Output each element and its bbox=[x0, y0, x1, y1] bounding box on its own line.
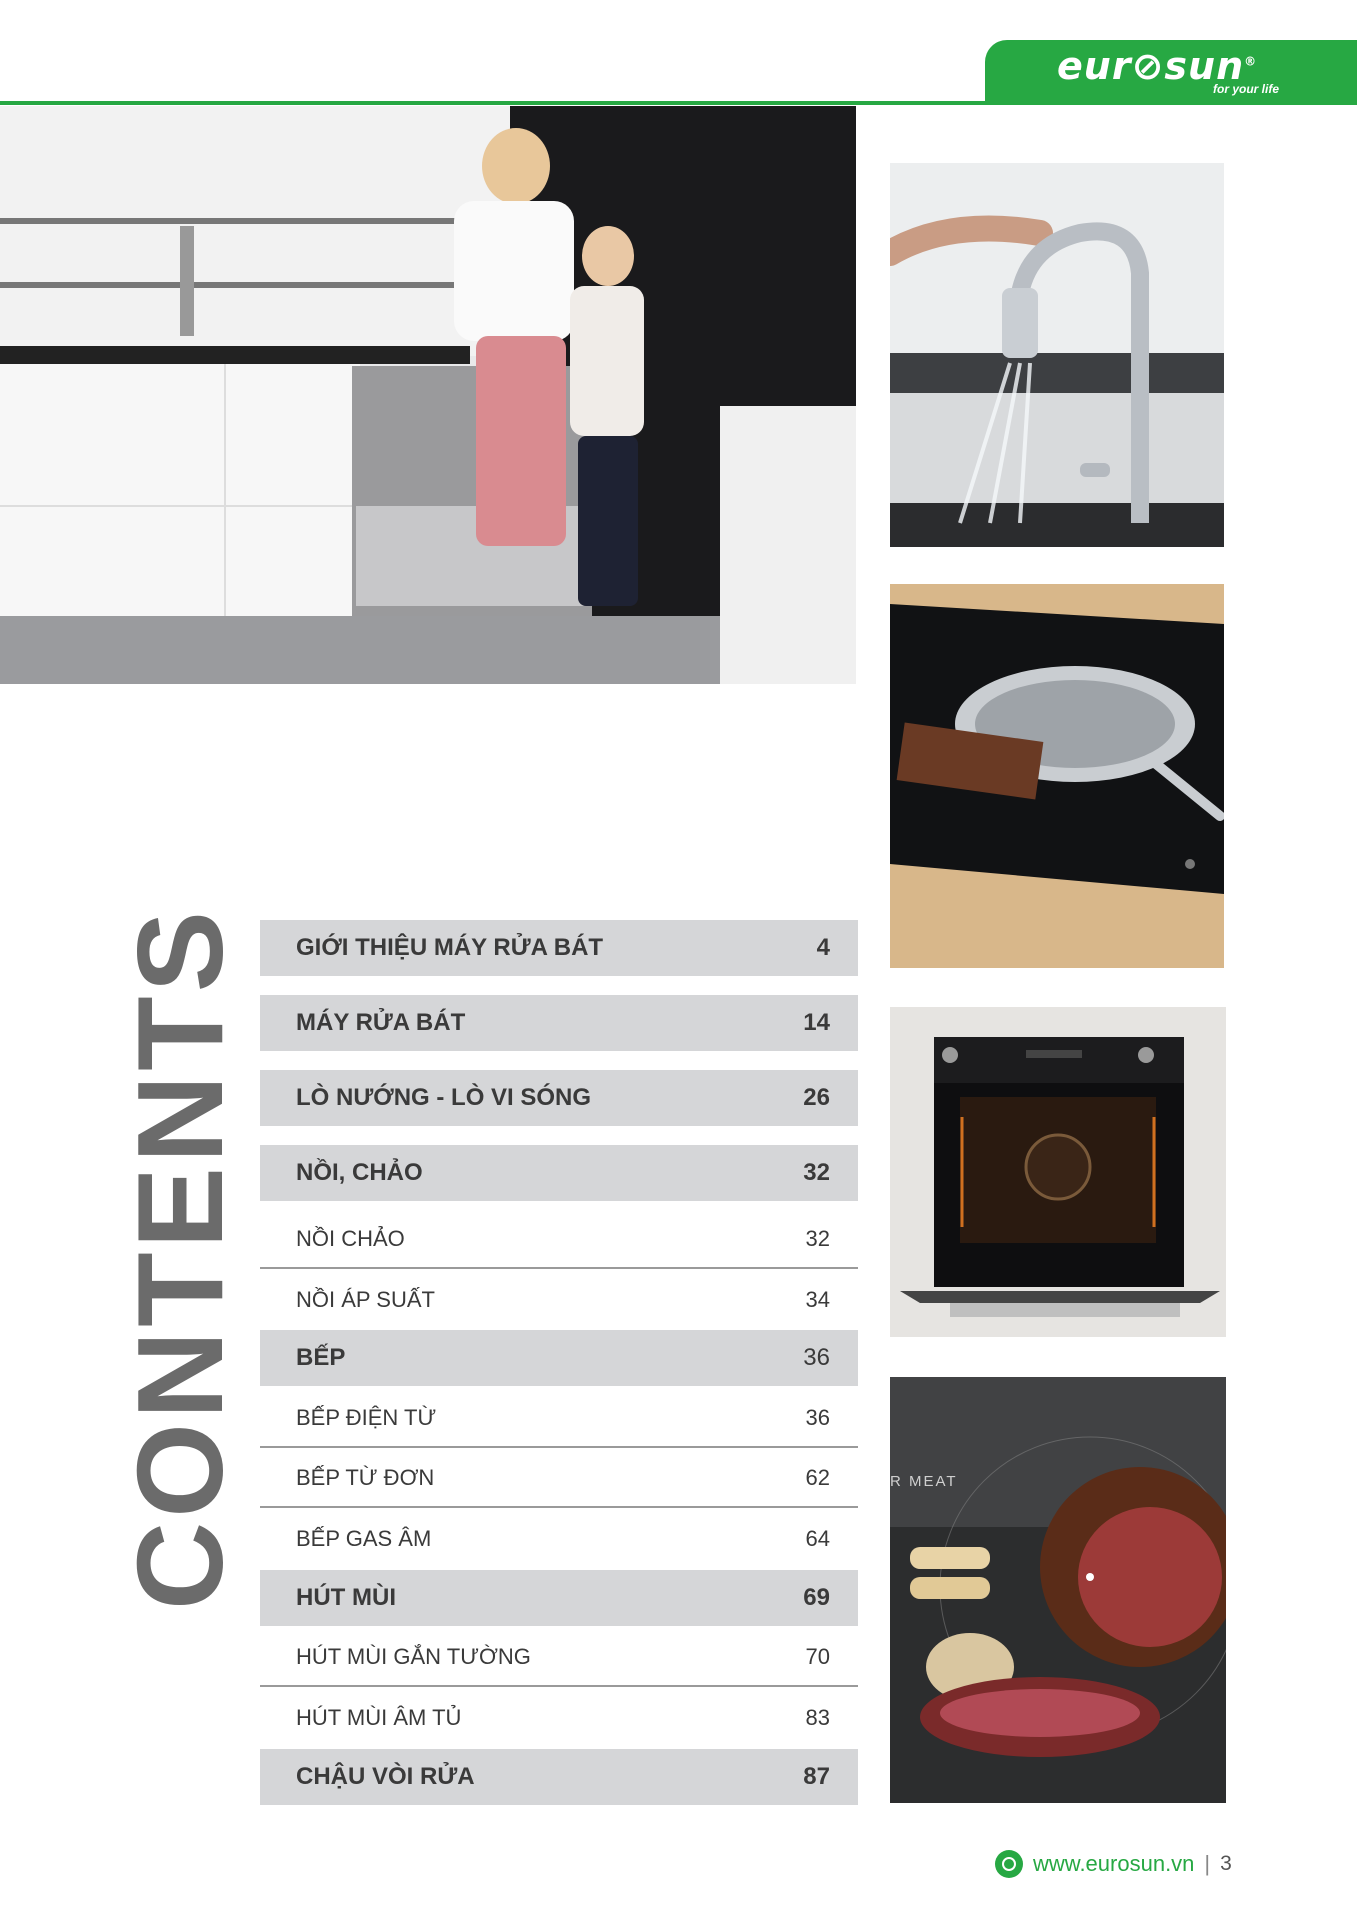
toc-item-lo-nuong[interactable] bbox=[260, 1070, 858, 1126]
toc-page: 69 bbox=[803, 1584, 830, 1611]
toc-page: 32 bbox=[805, 1226, 830, 1251]
toc-page: 4 bbox=[816, 934, 830, 961]
toc-item-gioi-thieu[interactable] bbox=[260, 920, 858, 976]
toc-label: BẾP TỪ ĐƠN bbox=[296, 1465, 435, 1490]
toc-page: 83 bbox=[805, 1705, 830, 1730]
toc-label: HÚT MÙI bbox=[296, 1584, 396, 1611]
toc-page: 64 bbox=[805, 1526, 830, 1551]
toc-item-hut-mui[interactable] bbox=[260, 1570, 858, 1626]
toc-item-chau-voi-rua[interactable] bbox=[260, 1749, 858, 1805]
toc-item-noi-chao[interactable] bbox=[260, 1145, 858, 1201]
toc-subitem-bep-gas-am[interactable] bbox=[260, 1510, 858, 1568]
toc-subitem-hut-mui-gan-tuong[interactable] bbox=[260, 1629, 858, 1687]
toc-subitem-bep-tu-don[interactable] bbox=[260, 1450, 858, 1508]
toc-label: HÚT MÙI GẮN TƯỜNG bbox=[296, 1644, 531, 1669]
toc-page: 62 bbox=[805, 1465, 830, 1490]
toc-page: 36 bbox=[805, 1405, 830, 1430]
kitchen-dishwasher-photo bbox=[0, 106, 856, 684]
toc-subitem-noi-ap-suat[interactable] bbox=[260, 1271, 858, 1329]
toc-label: BẾP ĐIỆN TỪ bbox=[296, 1405, 437, 1430]
faucet-photo bbox=[890, 163, 1224, 547]
footer-separator: | bbox=[1204, 1851, 1211, 1876]
oven-photo bbox=[890, 1007, 1226, 1337]
induction-cooktop-photo bbox=[890, 584, 1224, 968]
toc-page: 34 bbox=[805, 1287, 830, 1312]
meat-photo-label: R MEAT bbox=[890, 1473, 958, 1490]
toc-subitem-bep-dien-tu[interactable] bbox=[260, 1390, 858, 1448]
toc-label: CHẬU VÒI RỬA bbox=[296, 1763, 475, 1790]
toc-label: BẾP bbox=[296, 1344, 346, 1371]
logo-tagline: for your life bbox=[1213, 82, 1280, 96]
toc-page: 70 bbox=[805, 1644, 830, 1669]
roast-meat-photo bbox=[890, 1377, 1226, 1803]
toc-page: 87 bbox=[803, 1763, 830, 1790]
toc-label: NỒI, CHẢO bbox=[296, 1159, 423, 1186]
toc-label: NỒI ÁP SUẤT bbox=[296, 1287, 435, 1312]
brand-logo[interactable] bbox=[985, 40, 1357, 104]
toc-label: HÚT MÙI ÂM TỦ bbox=[296, 1705, 462, 1730]
website-link[interactable]: www.eurosun.vn bbox=[1033, 1851, 1195, 1876]
toc-label: BẾP GAS ÂM bbox=[296, 1526, 432, 1551]
toc-subitem-hut-mui-am-tu[interactable] bbox=[260, 1689, 858, 1747]
contents-title: CONTENTS bbox=[112, 907, 248, 1610]
toc-label: GIỚI THIỆU MÁY RỬA BÁT bbox=[296, 934, 604, 961]
toc-page: 32 bbox=[803, 1159, 830, 1186]
toc-page: 26 bbox=[803, 1084, 830, 1111]
toc-label: LÒ NƯỚNG - LÒ VI SÓNG bbox=[296, 1084, 592, 1111]
toc-page: 36 bbox=[803, 1344, 830, 1371]
toc-item-may-rua-bat[interactable] bbox=[260, 995, 858, 1051]
globe-icon bbox=[995, 1850, 1023, 1878]
logo-wordmark: eur⊘sun® bbox=[1057, 44, 1258, 88]
toc-subitem-noi-chao[interactable] bbox=[260, 1211, 858, 1269]
toc-page: 14 bbox=[803, 1009, 830, 1036]
page-footer bbox=[995, 1850, 1232, 1878]
toc-item-bep[interactable] bbox=[260, 1330, 858, 1386]
toc-label: MÁY RỬA BÁT bbox=[296, 1009, 466, 1036]
page-number: 3 bbox=[1220, 1852, 1232, 1875]
toc-label: NỒI CHẢO bbox=[296, 1226, 405, 1251]
